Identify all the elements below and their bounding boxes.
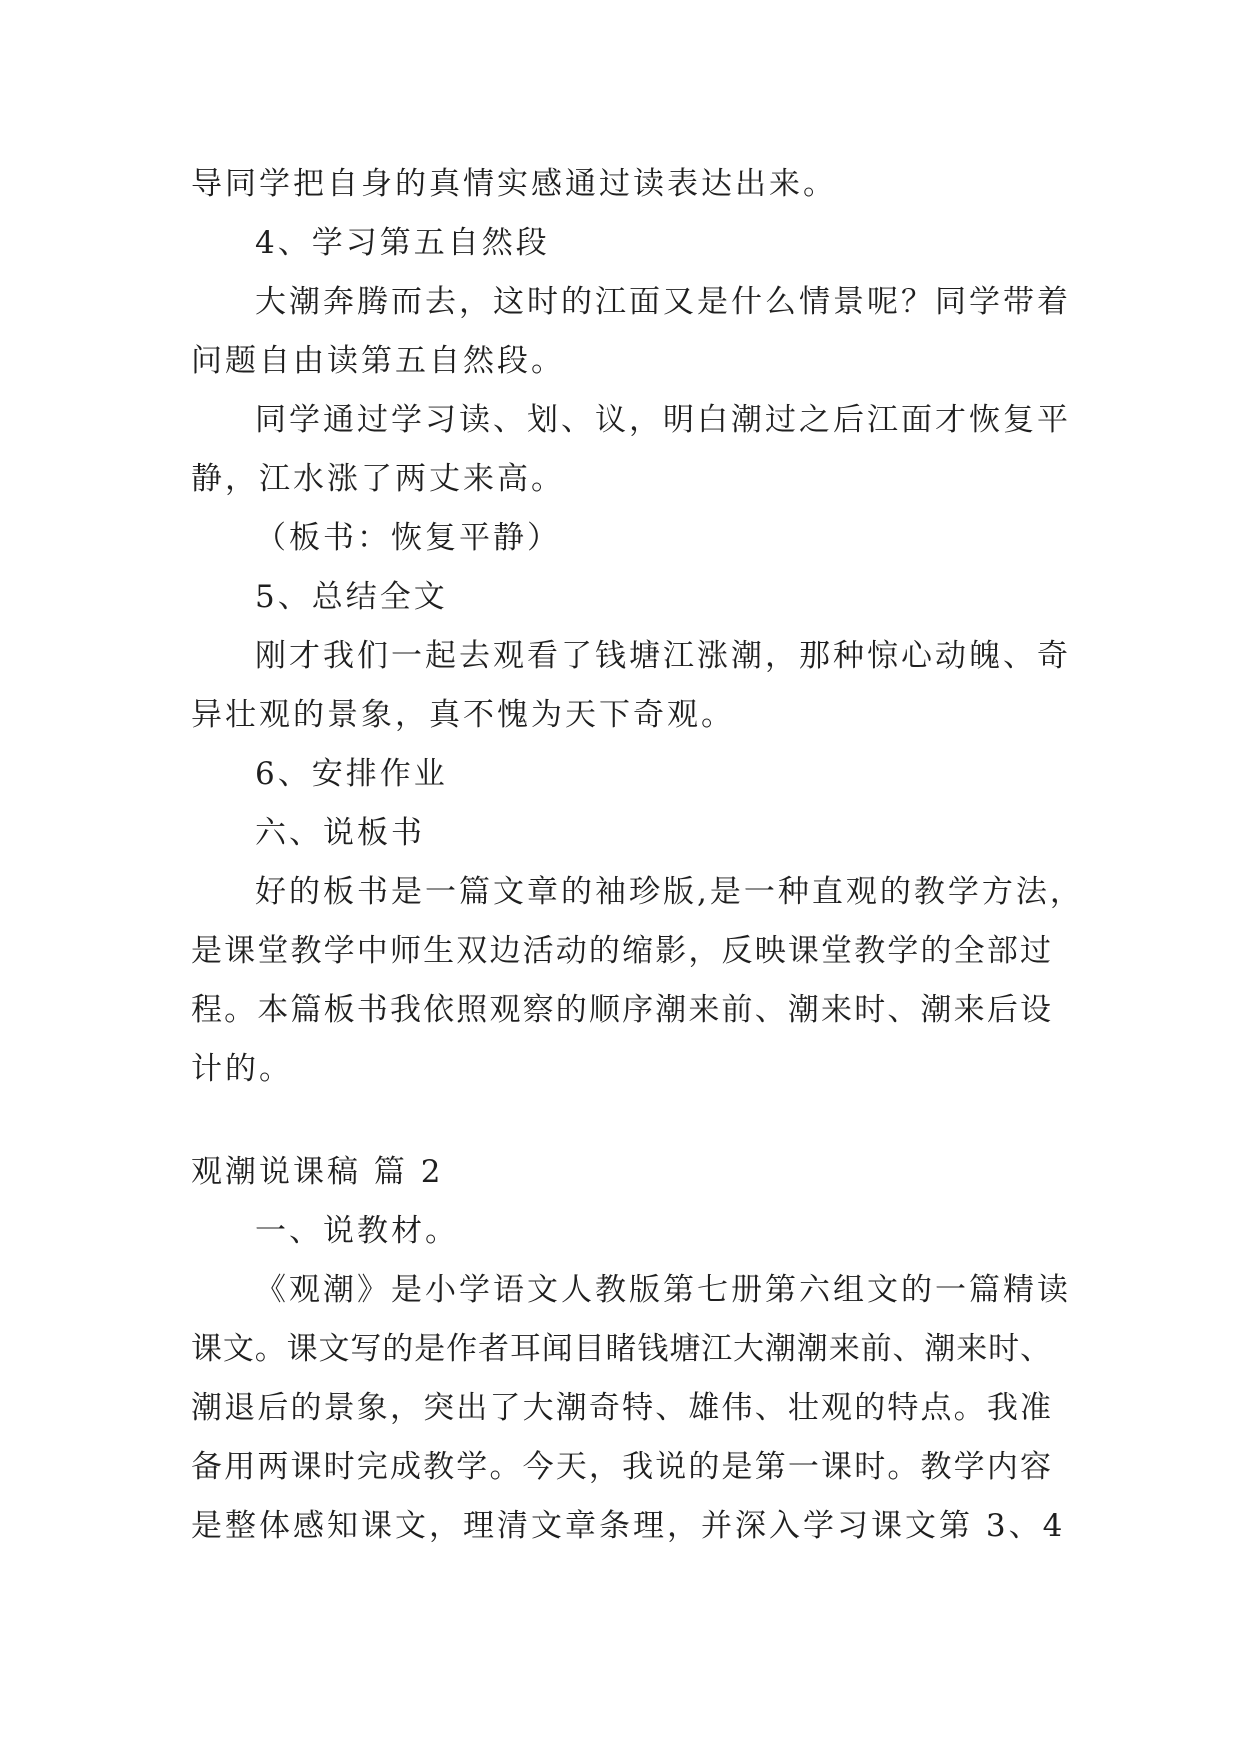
article-title: 观潮说课稿 篇 2 (191, 1154, 444, 1190)
text-line: 是课堂教学中师生双边活动的缩影，反映课堂教学的全部过 (191, 933, 1051, 969)
board-note: （板书：恢复平静） (255, 520, 561, 556)
text-line: 导同学把自身的真情实感通过读表达出来。 (191, 166, 837, 202)
text-line: 计的。 (191, 1051, 293, 1087)
text-line: 课文。课文写的是作者耳闻目睹钱塘江大潮潮来前、潮来时、 (191, 1331, 1051, 1367)
section-heading: 4、学习第五自然段 (255, 225, 550, 261)
text-line: 程。本篇板书我依照观察的顺序潮来前、潮来时、潮来后设 (191, 992, 1051, 1028)
text-line: 好的板书是一篇文章的袖珍版,是一种直观的教学方法， (255, 874, 1084, 910)
text-line: 刚才我们一起去观看了钱塘江涨潮，那种惊心动魄、奇 (255, 638, 1071, 674)
section-heading: 6、安排作业 (255, 756, 448, 792)
text-line: 潮退后的景象，突出了大潮奇特、雄伟、壮观的特点。我准 (191, 1390, 1051, 1426)
text-line: 异壮观的景象，真不愧为天下奇观。 (191, 697, 735, 733)
text-line: 是整体感知课文，理清文章条理，并深入学习课文第 3、4 (191, 1508, 1066, 1544)
section-heading: 5、总结全文 (255, 579, 448, 615)
text-line: 备用两课时完成教学。今天，我说的是第一课时。教学内容 (191, 1449, 1051, 1485)
text-line: 大潮奔腾而去，这时的江面又是什么情景呢？同学带着 (255, 284, 1071, 320)
section-heading: 一、说教材。 (255, 1213, 459, 1249)
text-line: 《观潮》是小学语文人教版第七册第六组文的一篇精读 (255, 1272, 1071, 1308)
text-line: 问题自由读第五自然段。 (191, 343, 565, 379)
section-heading: 六、说板书 (255, 815, 425, 851)
text-line: 静，江水涨了两丈来高。 (191, 461, 565, 497)
text-line: 同学通过学习读、划、议，明白潮过之后江面才恢复平 (255, 402, 1071, 438)
